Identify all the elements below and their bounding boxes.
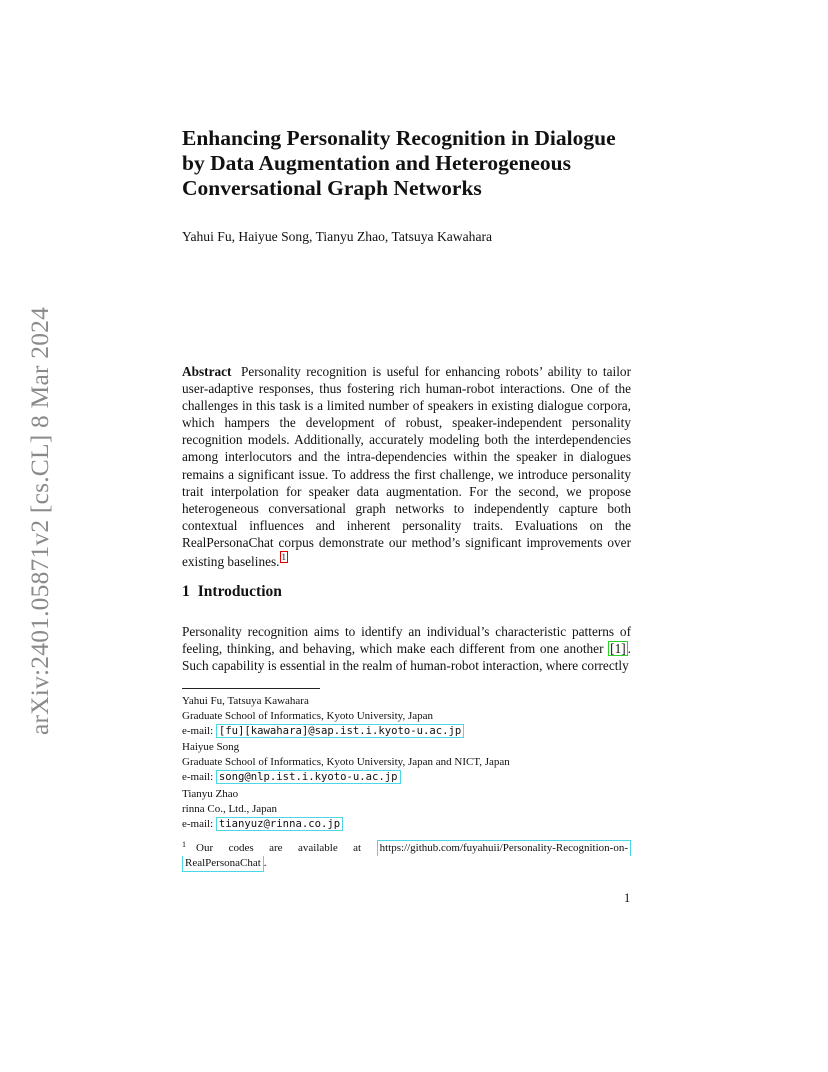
footnote-line — [182, 837, 631, 856]
email-link[interactable]: [fu][kawahara]@sap.ist.i.kyoto-u.ac.jp — [216, 724, 464, 738]
footnote-word: at — [353, 842, 362, 854]
page-number: 1 — [624, 891, 631, 905]
footnote-word: codes — [228, 842, 254, 854]
abstract-text: Personality recognition is useful for enhancing robots’ ability to tailor user-adaptive responses, thus fostering rich human-robot interactions. One of the challenges in this task is a limited number of speakers in existing dialogue corpora, which hampers the development of robust, speaker-independent personality recognition models. Additionally, accurately modeling both the interdependencies among interlocutors and the intra-dependencies within the speaker in dialogues remains a significant issue. To address the first challenge, we introduce personality trait interpolation for speaker data augmentation. For the second, we propose heterogeneous conversational graph networks to independently capture both contextual influences and inherent personality traits. Evaluations on the RealPersonaChat corpus demonstrate our method’s significant improvements over existing baselines. — [182, 364, 631, 570]
footnote-word: Our — [196, 842, 214, 854]
affiliation-block — [182, 694, 642, 739]
footnote-lead — [182, 837, 213, 856]
abstract-label: Abstract — [182, 364, 232, 379]
footnote — [182, 837, 631, 872]
abstract — [182, 363, 631, 570]
affiliation-email-row — [182, 817, 642, 832]
arxiv-stamp-text: arXiv:2401.05871v2 [cs.CL] 8 Mar 2024 — [25, 306, 54, 736]
affiliation-names: Haiyue Song — [182, 741, 240, 753]
affiliation-institution: Graduate School of Informatics, Kyoto University, Japan and NICT, Japan — [182, 756, 510, 768]
email-label: e-mail: — [182, 818, 214, 830]
repo-url-link-cont[interactable]: RealPersonaChat — [182, 856, 264, 872]
footnote-ref-link[interactable]: 1 — [281, 552, 286, 563]
intro-text: Personality recognition aims to identify an individual’s characteristic patterns of feeling, thinking, and behaving, which make each different from one another — [182, 624, 631, 657]
email-link[interactable]: tianyuz@rinna.co.jp — [216, 817, 343, 831]
email-label: e-mail: — [182, 771, 214, 783]
email-link[interactable]: song@nlp.ist.i.kyoto-u.ac.jp — [216, 770, 401, 784]
affiliation-block — [182, 740, 642, 785]
title-line: Conversational Graph Networks — [182, 176, 482, 200]
affiliation-block — [182, 787, 642, 832]
section-title: Introduction — [197, 583, 282, 600]
footnote-mark: 1 — [182, 840, 186, 849]
footnote-line — [182, 856, 631, 872]
footnote-end: . — [263, 857, 267, 869]
affiliation-names: Tianyu Zhao — [182, 788, 239, 800]
intro-text-end: . Such capability is essential in the realm of human-robot interaction, where correctly — [182, 641, 631, 674]
intro-paragraph — [182, 623, 631, 674]
repo-url-link[interactable]: https://github.com/fuyahuii/Personality-Recognition-on- — [377, 840, 631, 856]
affiliation-institution: rinna Co., Ltd., Japan — [182, 803, 278, 815]
title-line: by Data Augmentation and Heterogeneous — [182, 151, 572, 175]
email-label: e-mail: — [182, 725, 214, 737]
citation-link[interactable]: [1] — [610, 641, 626, 657]
section-number: 1 — [182, 583, 190, 600]
affiliation-email-row — [182, 724, 642, 739]
footnote-word: available — [298, 842, 338, 854]
arxiv-stamp — [16, 291, 64, 751]
affiliation-institution: Graduate School of Informatics, Kyoto University, Japan — [182, 710, 434, 722]
paper-title — [182, 126, 652, 201]
section-heading — [182, 583, 282, 601]
footnote-divider — [182, 688, 320, 689]
footnote-word: are — [269, 842, 283, 854]
affiliation-names: Yahui Fu, Tatsuya Kawahara — [182, 695, 309, 707]
title-line: Enhancing Personality Recognition in Dialogue — [182, 126, 616, 150]
author-list: Yahui Fu, Haiyue Song, Tianyu Zhao, Tatsuya Kawahara — [182, 229, 493, 244]
affiliation-email-row — [182, 770, 642, 785]
